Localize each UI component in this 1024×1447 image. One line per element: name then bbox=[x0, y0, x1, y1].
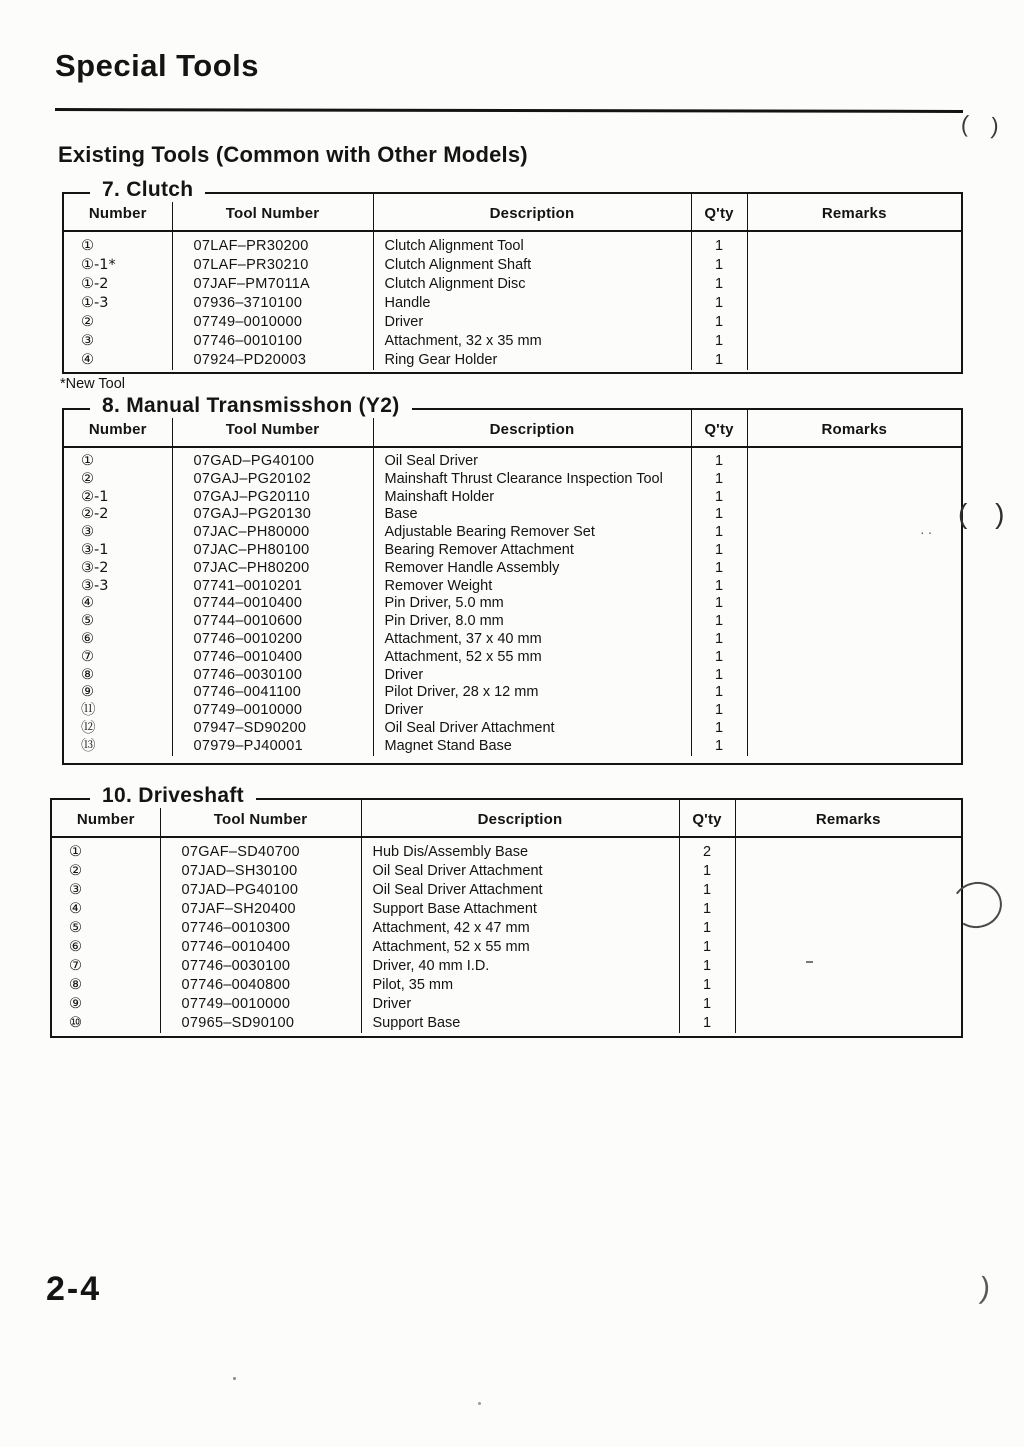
tool-number-cell: 07GAD–PG40100 bbox=[172, 447, 373, 471]
number-cell: ⑧ bbox=[69, 977, 82, 993]
description-cell: Mainshaft Holder bbox=[373, 489, 691, 507]
number-cell: ⑨ bbox=[81, 684, 94, 701]
number-cell: ⑪ bbox=[81, 702, 96, 719]
number-cell: ② bbox=[69, 863, 82, 879]
qty-cell: 1 bbox=[691, 256, 747, 275]
table-row bbox=[52, 862, 961, 881]
number-cell: ⑨ bbox=[69, 996, 82, 1012]
scan-speck bbox=[806, 961, 813, 963]
qty-cell: 1 bbox=[691, 231, 747, 256]
remarks-cell bbox=[747, 471, 961, 489]
description-cell: Driver, 40 mm I.D. bbox=[361, 957, 679, 976]
clutch-tools-table bbox=[64, 194, 961, 370]
qty-cell: 1 bbox=[679, 919, 735, 938]
number-cell: ② bbox=[81, 314, 94, 330]
description-cell: Driver bbox=[361, 995, 679, 1014]
qty-cell: 1 bbox=[691, 524, 747, 542]
table-row bbox=[52, 1014, 961, 1033]
tool-number-cell: 07GAJ–PG20102 bbox=[172, 471, 373, 489]
qty-cell: 1 bbox=[691, 595, 747, 613]
number-cell: ③-3 bbox=[81, 577, 109, 594]
remarks-cell bbox=[747, 351, 961, 370]
description-cell: Pilot, 35 mm bbox=[361, 976, 679, 995]
tool-number-cell: 07JAC–PH80100 bbox=[172, 542, 373, 560]
description-cell: Driver bbox=[373, 702, 691, 720]
remarks-cell bbox=[735, 938, 961, 957]
description-cell: Attachment, 32 x 35 mm bbox=[373, 332, 691, 351]
scan-mark-paren-top: ( ) bbox=[960, 110, 1008, 140]
column-header: Tool Number bbox=[172, 410, 373, 447]
column-header: Description bbox=[361, 800, 679, 837]
tool-number-cell: 07749–0010000 bbox=[172, 313, 373, 332]
table-row bbox=[64, 447, 961, 471]
tool-number-cell: 07744–0010600 bbox=[172, 613, 373, 631]
table-row bbox=[64, 738, 961, 756]
number-cell: ③ bbox=[81, 333, 94, 349]
number-cell: ②-1 bbox=[81, 488, 109, 505]
table-row bbox=[52, 995, 961, 1014]
table-row bbox=[64, 294, 961, 313]
qty-cell: 1 bbox=[691, 294, 747, 313]
number-cell: ③ bbox=[69, 882, 82, 898]
column-header: Remarks bbox=[735, 800, 961, 837]
table-row bbox=[64, 649, 961, 667]
remarks-cell bbox=[735, 837, 961, 862]
qty-cell: 1 bbox=[679, 881, 735, 900]
scan-mark-paren-bottom: ) bbox=[978, 1271, 992, 1306]
scan-speck bbox=[233, 1377, 236, 1380]
remarks-cell bbox=[735, 881, 961, 900]
qty-cell: 1 bbox=[679, 1014, 735, 1033]
table-row bbox=[52, 938, 961, 957]
remarks-cell bbox=[735, 976, 961, 995]
tool-number-cell: 07JAC–PH80000 bbox=[172, 524, 373, 542]
table-row bbox=[64, 702, 961, 720]
tool-number-cell: 07JAC–PH80200 bbox=[172, 560, 373, 578]
tool-number-cell: 07746–0010200 bbox=[172, 631, 373, 649]
description-cell: Oil Seal Driver bbox=[373, 447, 691, 471]
tool-number-cell: 07GAF–SD40700 bbox=[160, 837, 361, 862]
remarks-cell bbox=[747, 578, 961, 596]
table-row bbox=[64, 332, 961, 351]
number-cell: ⑥ bbox=[81, 630, 94, 647]
remarks-cell bbox=[747, 332, 961, 351]
tool-number-cell: 07LAF–PR30210 bbox=[172, 256, 373, 275]
remarks-cell bbox=[747, 720, 961, 738]
description-cell: Oil Seal Driver Attachment bbox=[361, 881, 679, 900]
number-cell: ⑩ bbox=[69, 1015, 82, 1031]
title-divider bbox=[55, 108, 963, 113]
description-cell: Attachment, 52 x 55 mm bbox=[361, 938, 679, 957]
scan-mark-dots: ·· bbox=[920, 524, 936, 540]
table-row bbox=[52, 919, 961, 938]
number-cell: ④ bbox=[69, 901, 82, 917]
column-header: Tool Number bbox=[160, 800, 361, 837]
number-cell: ①-1* bbox=[81, 257, 116, 273]
column-header: Description bbox=[373, 194, 691, 231]
scan-speck bbox=[478, 1402, 481, 1405]
number-cell: ③-2 bbox=[81, 559, 109, 576]
tool-number-cell: 07GAJ–PG20110 bbox=[172, 489, 373, 507]
qty-cell: 1 bbox=[691, 578, 747, 596]
number-cell: ⑦ bbox=[69, 958, 82, 974]
table-row bbox=[64, 471, 961, 489]
column-header: Remarks bbox=[747, 194, 961, 231]
description-cell: Oil Seal Driver Attachment bbox=[361, 862, 679, 881]
tool-number-cell: 07965–SD90100 bbox=[160, 1014, 361, 1033]
remarks-cell bbox=[735, 995, 961, 1014]
qty-cell: 1 bbox=[691, 560, 747, 578]
tool-number-cell: 07979–PJ40001 bbox=[172, 738, 373, 756]
number-cell: ⑧ bbox=[81, 666, 94, 683]
table-row bbox=[52, 837, 961, 862]
table-row bbox=[64, 667, 961, 685]
tool-number-cell: 07749–0010000 bbox=[172, 702, 373, 720]
description-cell: Mainshaft Thrust Clearance Inspection Tool bbox=[373, 471, 691, 489]
column-header: Q'ty bbox=[691, 194, 747, 231]
number-cell: ④ bbox=[81, 352, 94, 368]
description-cell: Clutch Alignment Tool bbox=[373, 231, 691, 256]
table-row bbox=[52, 957, 961, 976]
description-cell: Pin Driver, 8.0 mm bbox=[373, 613, 691, 631]
number-cell: ⑤ bbox=[81, 613, 94, 630]
column-header: Description bbox=[373, 410, 691, 447]
qty-cell: 1 bbox=[679, 976, 735, 995]
qty-cell: 1 bbox=[691, 275, 747, 294]
table-section-label: 8. Manual Transmisshon (Y2) bbox=[90, 394, 412, 418]
remarks-cell bbox=[747, 631, 961, 649]
scan-mark-paren-mid: ( ) bbox=[958, 498, 1015, 529]
tool-number-cell: 07LAF–PR30200 bbox=[172, 231, 373, 256]
tool-number-cell: 07GAJ–PG20130 bbox=[172, 506, 373, 524]
remarks-cell bbox=[747, 231, 961, 256]
description-cell: Pilot Driver, 28 x 12 mm bbox=[373, 684, 691, 702]
tool-number-cell: 07744–0010400 bbox=[172, 595, 373, 613]
table-row bbox=[64, 256, 961, 275]
tool-number-cell: 07746–0010300 bbox=[160, 919, 361, 938]
description-cell: Hub Dis/Assembly Base bbox=[361, 837, 679, 862]
number-cell: ① bbox=[81, 238, 94, 254]
qty-cell: 1 bbox=[691, 332, 747, 351]
remarks-cell bbox=[735, 900, 961, 919]
table-row bbox=[64, 231, 961, 256]
tool-number-cell: 07746–0030100 bbox=[160, 957, 361, 976]
remarks-cell bbox=[747, 613, 961, 631]
qty-cell: 1 bbox=[679, 938, 735, 957]
table-row bbox=[64, 613, 961, 631]
section-heading: Existing Tools (Common with Other Models) bbox=[58, 142, 528, 167]
tool-number-cell: 07936–3710100 bbox=[172, 294, 373, 313]
tool-number-cell: 07741–0010201 bbox=[172, 578, 373, 596]
remarks-cell bbox=[747, 738, 961, 756]
column-header: Romarks bbox=[747, 410, 961, 447]
remarks-cell bbox=[747, 275, 961, 294]
table-row bbox=[64, 560, 961, 578]
number-cell: ①-3 bbox=[81, 295, 109, 311]
qty-cell: 1 bbox=[691, 667, 747, 685]
qty-cell: 1 bbox=[679, 862, 735, 881]
description-cell: Magnet Stand Base bbox=[373, 738, 691, 756]
description-cell: Driver bbox=[373, 667, 691, 685]
qty-cell: 1 bbox=[691, 702, 747, 720]
description-cell: Support Base bbox=[361, 1014, 679, 1033]
description-cell: Attachment, 42 x 47 mm bbox=[361, 919, 679, 938]
description-cell: Pin Driver, 5.0 mm bbox=[373, 595, 691, 613]
number-cell: ⑥ bbox=[69, 939, 82, 955]
tool-number-cell: 07749–0010000 bbox=[160, 995, 361, 1014]
number-cell: ④ bbox=[81, 595, 94, 612]
number-cell: ③ bbox=[81, 524, 94, 541]
table-row bbox=[64, 275, 961, 294]
manual-transmission-tools-table-frame bbox=[62, 394, 963, 765]
table-row bbox=[52, 976, 961, 995]
tool-number-cell: 07746–0010400 bbox=[160, 938, 361, 957]
number-cell: ⑫ bbox=[81, 719, 96, 736]
column-header: Number bbox=[64, 410, 172, 447]
tool-number-cell: 07JAF–SH20400 bbox=[160, 900, 361, 919]
table-row bbox=[52, 900, 961, 919]
number-cell: ②-2 bbox=[81, 506, 109, 523]
tool-number-cell: 07746–0041100 bbox=[172, 684, 373, 702]
remarks-cell bbox=[747, 447, 961, 471]
remarks-cell bbox=[747, 684, 961, 702]
qty-cell: 1 bbox=[691, 471, 747, 489]
qty-cell: 1 bbox=[691, 649, 747, 667]
remarks-cell bbox=[747, 667, 961, 685]
table-row bbox=[64, 578, 961, 596]
qty-cell: 1 bbox=[691, 351, 747, 370]
number-cell: ① bbox=[81, 453, 94, 469]
new-tool-footnote: *New Tool bbox=[60, 376, 126, 392]
qty-cell: 1 bbox=[691, 684, 747, 702]
description-cell: Attachment, 37 x 40 mm bbox=[373, 631, 691, 649]
table-section-label: 7. Clutch bbox=[90, 178, 205, 202]
remarks-cell bbox=[747, 595, 961, 613]
remarks-cell bbox=[747, 313, 961, 332]
remarks-cell bbox=[747, 294, 961, 313]
qty-cell: 1 bbox=[691, 506, 747, 524]
tool-number-cell: 07746–0040800 bbox=[160, 976, 361, 995]
description-cell: Adjustable Bearing Remover Set bbox=[373, 524, 691, 542]
description-cell: Driver bbox=[373, 313, 691, 332]
manual-transmission-tools-table bbox=[64, 410, 961, 756]
qty-cell: 1 bbox=[691, 613, 747, 631]
column-header: Q'ty bbox=[679, 800, 735, 837]
table-row bbox=[64, 542, 961, 560]
tool-number-cell: 07746–0030100 bbox=[172, 667, 373, 685]
qty-cell: 1 bbox=[691, 489, 747, 507]
qty-cell: 1 bbox=[691, 720, 747, 738]
driveshaft-tools-table bbox=[52, 800, 961, 1033]
clutch-tools-table-frame bbox=[62, 178, 963, 374]
column-header: Tool Number bbox=[172, 194, 373, 231]
table-row bbox=[64, 684, 961, 702]
description-cell: Support Base Attachment bbox=[361, 900, 679, 919]
table-row bbox=[64, 595, 961, 613]
table-row bbox=[64, 489, 961, 507]
table-row bbox=[64, 351, 961, 370]
qty-cell: 1 bbox=[691, 631, 747, 649]
remarks-cell bbox=[747, 256, 961, 275]
remarks-cell bbox=[735, 919, 961, 938]
remarks-cell bbox=[747, 542, 961, 560]
description-cell: Ring Gear Holder bbox=[373, 351, 691, 370]
page-number: 2-4 bbox=[46, 1270, 102, 1308]
qty-cell: 1 bbox=[691, 542, 747, 560]
description-cell: Clutch Alignment Disc bbox=[373, 275, 691, 294]
driveshaft-tools-table-frame bbox=[50, 784, 963, 1038]
number-cell: ① bbox=[69, 844, 82, 860]
column-header: Number bbox=[52, 800, 160, 837]
qty-cell: 1 bbox=[679, 957, 735, 976]
remarks-cell bbox=[747, 560, 961, 578]
table-row bbox=[64, 506, 961, 524]
remarks-cell bbox=[735, 1014, 961, 1033]
tool-number-cell: 07746–0010100 bbox=[172, 332, 373, 351]
remarks-cell bbox=[735, 862, 961, 881]
description-cell: Handle bbox=[373, 294, 691, 313]
remarks-cell bbox=[747, 702, 961, 720]
table-row bbox=[64, 720, 961, 738]
tool-number-cell: 07JAF–PM7011A bbox=[172, 275, 373, 294]
qty-cell: 1 bbox=[679, 900, 735, 919]
tool-number-cell: 07746–0010400 bbox=[172, 649, 373, 667]
qty-cell: 2 bbox=[679, 837, 735, 862]
number-cell: ⑦ bbox=[81, 648, 94, 665]
table-row bbox=[64, 313, 961, 332]
qty-cell: 1 bbox=[691, 313, 747, 332]
number-cell: ③-1 bbox=[81, 541, 109, 558]
qty-cell: 1 bbox=[691, 447, 747, 471]
qty-cell: 1 bbox=[691, 738, 747, 756]
remarks-cell bbox=[747, 489, 961, 507]
column-header: Q'ty bbox=[691, 410, 747, 447]
table-row bbox=[64, 524, 961, 542]
description-cell: Attachment, 52 x 55 mm bbox=[373, 649, 691, 667]
table-row bbox=[52, 881, 961, 900]
description-cell: Clutch Alignment Shaft bbox=[373, 256, 691, 275]
tool-number-cell: 07947–SD90200 bbox=[172, 720, 373, 738]
tool-number-cell: 07JAD–PG40100 bbox=[160, 881, 361, 900]
number-cell: ⑤ bbox=[69, 920, 82, 936]
table-row bbox=[64, 631, 961, 649]
description-cell: Remover Weight bbox=[373, 578, 691, 596]
description-cell: Oil Seal Driver Attachment bbox=[373, 720, 691, 738]
description-cell: Remover Handle Assembly bbox=[373, 560, 691, 578]
column-header: Number bbox=[64, 194, 172, 231]
tool-number-cell: 07JAD–SH30100 bbox=[160, 862, 361, 881]
remarks-cell bbox=[747, 506, 961, 524]
remarks-cell bbox=[735, 957, 961, 976]
remarks-cell bbox=[747, 649, 961, 667]
page-title: Special Tools bbox=[55, 48, 260, 83]
tool-number-cell: 07924–PD20003 bbox=[172, 351, 373, 370]
number-cell: ② bbox=[81, 470, 94, 487]
number-cell: ⑬ bbox=[81, 737, 96, 754]
description-cell: Base bbox=[373, 506, 691, 524]
number-cell: ①-2 bbox=[81, 276, 109, 292]
qty-cell: 1 bbox=[679, 995, 735, 1014]
description-cell: Bearing Remover Attachment bbox=[373, 542, 691, 560]
table-section-label: 10. Driveshaft bbox=[90, 784, 256, 808]
